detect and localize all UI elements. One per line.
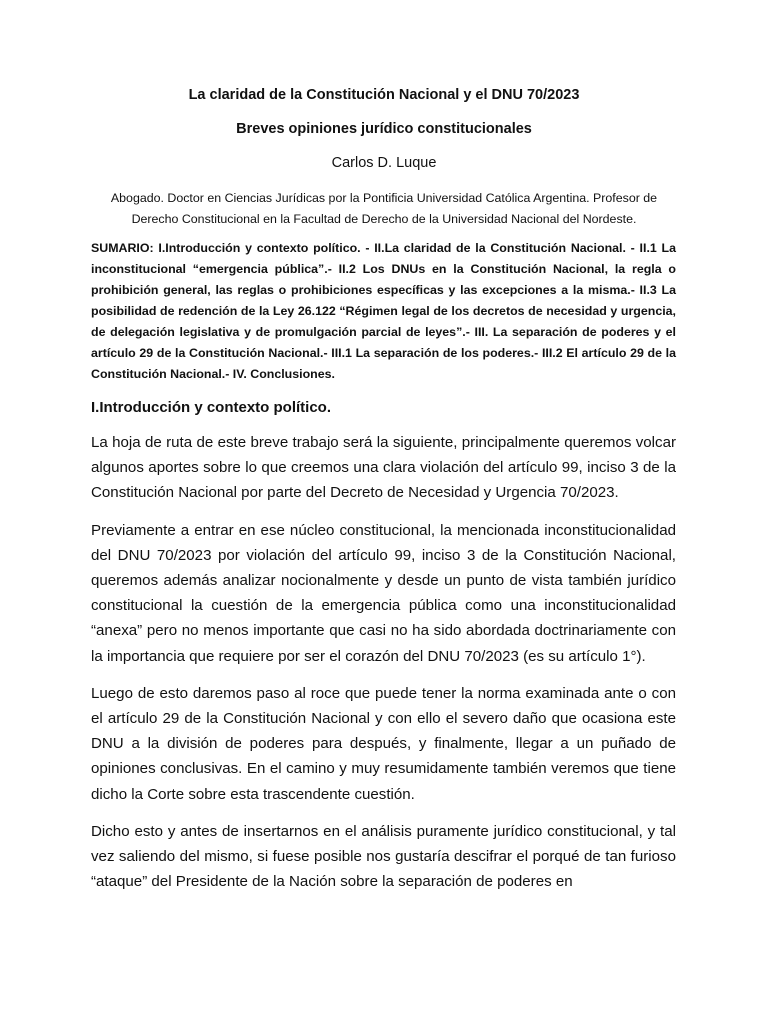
paragraph: Previamente a entrar en ese núcleo constitucional, la mencionada inconstitucionalidad del DNU 70/2023 por violación del artículo 99, inciso 3 de la Constitución Nacional, queremos además analizar nocionalmente y desde un punto de vista también jurídico constitucional la cuestión de la emergencia pública como una inconstitucionalidad “anexa” pero no menos importante que casi no ha sido abordada doctrinariamente con la importancia que requiere por ser el corazón del DNU 70/2023 (es su artículo 1°).	[91, 521, 676, 665]
paragraph: Dicho esto y antes de insertarnos en el análisis puramente jurídico constitucional, y tal vez saliendo del mismo, si fuese posible nos gustaría descifrar el porqué de tan furioso “ataque” del Presidente de la Nación sobre la separación de poderes en	[91, 822, 676, 891]
section-heading: I.Introducción y contexto político.	[91, 399, 332, 416]
body-text	[91, 430, 676, 906]
paragraph: La hoja de ruta de este breve trabajo será la siguiente, principalmente queremos volcar algunos aportes sobre lo que creemos una clara violación del artículo 99, inciso 3 de la Constitución Nacional por parte del Decreto de Necesidad y Urgencia 70/2023.	[91, 434, 676, 502]
summary-block: SUMARIO: I.Introducción y contexto político. - II.La claridad de la Constitución Nacional. - II.1 La inconstitucional “emergencia pública”.- II.2 Los DNUs en la Constitución Nacional, la regla o prohibición general, las reglas o prohibiciones específicas y las excepciones a la misma.- II.3 La posibilidad de redención de la Ley 26.122 “Régimen legal de los decretos de necesidad y urgencia, de delegación legislativa y de promulgación parcial de leyes”.- III. La separación de poderes y el artículo 29 de la Constitución Nacional.- III.1 La separación de los poderes.- III.2 El artículo 29 de la Constitución Nacional.- IV. Conclusiones.	[91, 241, 676, 381]
document-subtitle: Breves opiniones jurídico constitucionales	[236, 121, 532, 137]
document-title: La claridad de la Constitución Nacional y el DNU 70/2023	[188, 87, 580, 103]
author-name: Carlos D. Luque	[331, 155, 437, 171]
paragraph: Luego de esto daremos paso al roce que puede tener la norma examinada ante o con el artículo 29 de la Constitución Nacional y con ello el severo daño que ocasiona este DNU a la división de poderes para después, y finalmente, llegar a un puñado de opiniones conclusivas. En el camino y muy resumidamente también veremos que tiene dicho la Corte sobre esta trascendente cuestión.	[91, 684, 676, 803]
author-affiliation: Abogado. Doctor en Ciencias Jurídicas por la Pontificia Universidad Católica Argentina. Profesor de Derecho Constitucional en la Facultad de Derecho de la Universidad Nacional del Nordeste.	[110, 191, 658, 226]
